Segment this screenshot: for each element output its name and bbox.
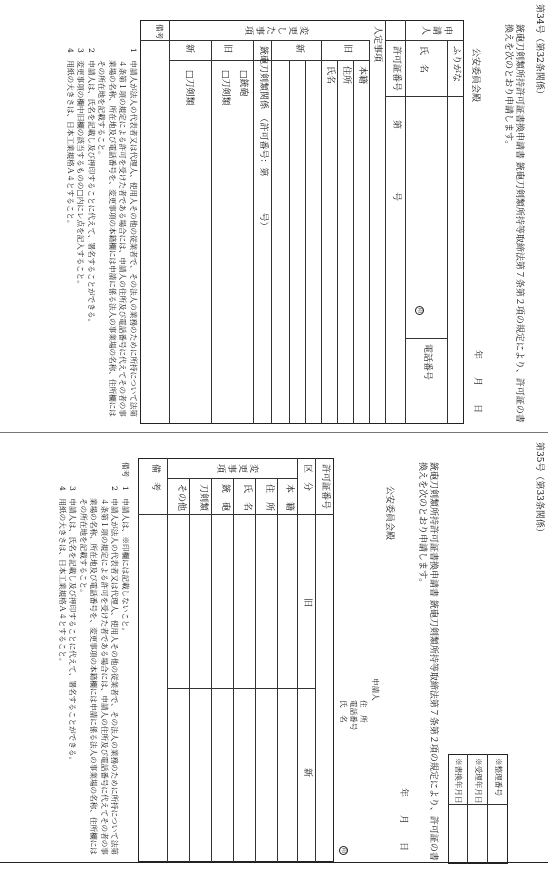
office-row-2: ※受理年月日 (474, 758, 483, 804)
note-4: 4 用紙の大きさは、日本工業規格Ａ４とすること。 (66, 48, 75, 228)
new-label: 新 (294, 44, 304, 54)
name-label: 氏 名 (339, 700, 348, 723)
note-3: 3 申請人は、氏名を記載し及び押印することに代えて、署名することができる。 (68, 486, 78, 765)
note-3: 3 変更事項の欄中旧欄の該当するものの□内にレ点を記入すること。 (76, 48, 86, 288)
note-4: 4 用紙の大きさは、日本工業規格Ａ４とすること。 (58, 486, 67, 666)
row-honseki: 本 籍 (284, 484, 294, 512)
weapon-section-label: 銃砲刀剣類関係 （許可番号：第 号） (258, 46, 268, 231)
notes-label: 備考 (121, 462, 130, 478)
form-intro-text: 銃砲刀剣類所持等取締法第７条第２項の規定により、許可証の書換えを次のとおり申請します。 (417, 462, 438, 861)
date-line: 年 月 日 (472, 350, 482, 414)
form-intro-text: 銃砲刀剣類所持等取締法第７条第２項の規定により、許可証の書換えを次のとおり申請します。 (503, 24, 524, 423)
row-other: その他 (176, 484, 186, 512)
addressee: 公安委員会殿 (470, 48, 480, 103)
sword-checkbox-new[interactable]: □刀剣類 (184, 70, 194, 106)
license-number-suffix: 第 号 (391, 120, 401, 202)
license-number-label: 許可証番号 (320, 464, 330, 510)
address-label: 住 所 (359, 700, 368, 723)
page-bottom-rule (0, 862, 548, 863)
form-34 (0, 0, 548, 430)
remarks-label: 備 考 (150, 464, 160, 492)
old-header: 旧 (302, 598, 312, 608)
sword-checkbox[interactable]: □刀剣類 (220, 70, 230, 106)
changed-items-label: 変更した事項 (243, 26, 308, 36)
change-items-label: 変更事項 (215, 464, 258, 474)
seal-mark: 印 (340, 847, 347, 854)
date-line: 年 月 日 (398, 788, 408, 852)
row-jusho: 住 所 (264, 484, 274, 512)
note-2: 2 申請人が法人の代表者又は代理人、使用人その他の従業者で、その法人の業務のために所持について法第４条第１項の規定による許可を受けた者である場合には、申請人の住所及び電話番号に代えてその者の事業場の名称、所在地及び電話番号を、変更事項の本籍欄には申請に係る法人の事業場の名称、住所欄にはその所在地を記載すること。 (79, 486, 120, 856)
note-1: 1 申請人が法人の代表者又は代理人、使用人その他の従業者で、その法人の業務のために所持について法第４条第１項の規定による許可を受けた者である場合には、申請人の住所及び電話番号に代えてその者の事業場の名称、所在地及び電話番号を、変更事項の本籍欄には申請に係る法人の事業場の名称、住所欄にはその所在地を記載すること。 (97, 48, 138, 418)
category-label: 区 分 (302, 464, 312, 492)
license-number-label: 許可証番号 (391, 46, 401, 92)
note-2: 2 申請人は、氏名を記載し及び押印することに代えて、署名することができる。 (87, 48, 96, 327)
old-label: 旧 (342, 44, 352, 54)
form-number: 第35号（第33条関係） (534, 442, 544, 537)
applicant-label: 申請人 (371, 678, 380, 701)
office-row-1: ※整理番号 (494, 758, 503, 796)
applicant-label: 申請人 (420, 26, 452, 36)
form-intro (502, 24, 524, 428)
seal-mark: 印 (416, 307, 423, 314)
form-number: 第34号（第32条関係） (534, 4, 544, 99)
row-shimei: 氏 名 (242, 484, 252, 512)
shimei-label: 氏名 (325, 66, 335, 85)
new-label-2: 新 (184, 44, 194, 54)
name-label: 氏 名 (418, 46, 428, 74)
notes (65, 48, 139, 424)
row-gun: 銃 砲 (220, 484, 230, 512)
form-title: 銃砲刀剣類所持許可証書換申請書 (514, 24, 524, 160)
form-title: 銃砲刀剣類所持許可証書換申請書 (428, 462, 438, 598)
row-sword: 刀剣類 (198, 484, 208, 512)
addressee: 公安委員会殿 (384, 486, 394, 541)
new-header: 新 (302, 768, 312, 778)
page-divider (0, 432, 548, 433)
office-row-3: ※書換年月日 (454, 758, 463, 804)
old-label-2: 旧 (222, 44, 232, 54)
personal-data-label: 人定事項 (372, 26, 382, 63)
honseki-label: 本籍 (357, 66, 367, 85)
phone-label: 電話番号 (422, 344, 432, 381)
jusho-label: 住所 (341, 66, 351, 85)
phone-label: 電話番号 (349, 700, 358, 731)
furigana-label: ふりがな (451, 46, 461, 83)
form-35 (0, 438, 548, 870)
notes (57, 486, 131, 862)
gun-checkbox[interactable]: □銃砲 (238, 70, 248, 97)
form-intro (416, 462, 438, 866)
notes-label: 備考 (155, 24, 164, 40)
note-1: 1 申請人は、※印欄には記載しないこと。 (121, 486, 130, 636)
